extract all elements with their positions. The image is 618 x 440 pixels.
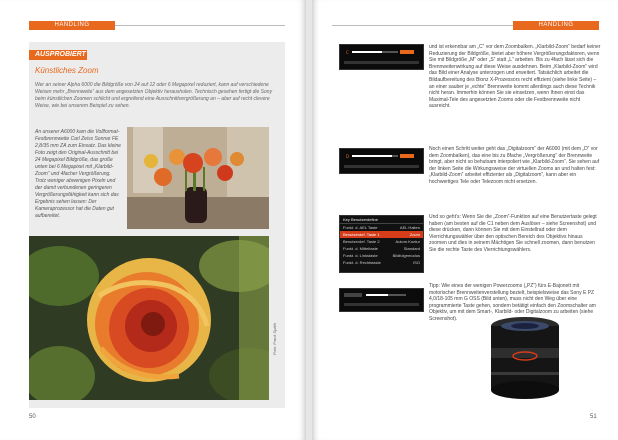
right-page [312,0,618,440]
tip-paragraph: Tipp: Wie eines der wenigen Powerzooms („PZ“) fürs E-Bajonett mit motorischer Brennweitenverstellung bezielt, beispielsweise das Sony E PZ 4,0/18-105 mm G OSS (Bild unten), muss nicht den Weg über eine programmierte Taste gehen, sondern betätigt einfach den Zoomschalter am Objektiv, um mit dem Smart-, Klarbild- oder Digitalzoom zu arbeiten (siehe Screenshot). [429,283,596,322]
headline: Künstliches Zoom [35,66,99,75]
sidebar-text: An unserer A6000 kam die Vollformat-Festbrennweite Carl Zeiss Sonnar FE 2,8/35 mm ZA zum Einsatz. Das kleine Foto zeigt den Original-Ausschnitt bei 24 Megapixel Bildgröße, das große unten bei 6 Megapixel mit „Klarbild-Zoom“ und 4facher Vergrößerung. Trotz weniger abwenigen Pixeln und der damit verbundenen geringeren Vergrößerungsfähigkeit kann sich das Ergebnis sehen lassen: Der Kameraprozessor hat die Daten gut aufbereitet. [35,129,121,219]
menu-row: Funkt. d. AEL Taste AEL Halten [343,225,420,230]
menu-row: Funkt. d. Rechtstaste ISO [343,260,420,265]
menu-title: Key Benutzerdefine [340,216,423,224]
intro-text: Wer an seiner Alpha 6000 die Bildgröße von 24 auf 12 oder 6 Megapixel reduziert, kann auf verschiedene Weisen mehr „Brennweite“ aus dem angesetzten Objektiv herausholen. Technisch gesehen fertigt die Sony beim künstlichen Zoomen schlicht und ergreifend eine Ausschnittvergrößerung an – aber auf recht clevere Weise, wie bei unserem Beispiel zu sehen. [35,82,273,109]
large-rose-photo [29,236,269,400]
rubric-rule [115,25,285,26]
kicker-label: AUSPROBIERT [29,50,87,60]
zoom-bar-screenshot-2 [339,148,424,174]
menu-row: Funkt. d. Linkstaste Bildfolgemodus [343,253,420,258]
svg-text:C: C [346,50,349,55]
small-rose-photo [127,127,269,229]
page-number: 51 [590,414,597,420]
page-number: 50 [29,414,36,420]
section-rubric: HANDLING [29,21,115,30]
rubric-rule [332,25,513,26]
section-rubric: HANDLING [513,21,599,30]
zoom-bar-screenshot-3 [339,288,424,312]
photo-credit: Foto: Frank Späth [272,322,277,355]
menu-row: Funkt. d. Mitteltaste Standard [343,246,420,251]
svg-text:D: D [346,154,350,159]
menu-row-selected: Benutzerdef. Taste 1 Zoom [340,231,423,238]
camera-menu-screenshot [339,215,424,273]
body-paragraph-1: und ist erkennbar am „C“ vor dem Zoombalken. „Klarbild-Zoom“ bedarf keiner Reduzierung der Bildgröße, bietet aber höhere Vergrößerungsfaktoren, wenn Sie mit Bildgröße „M“ oder „S“ statt „L“ arbeiten. Bis zu 4fach lässt sich die Brennweitenwirkung auf diese Weise ausdehnen. Beim „Klarbild-Zoom“ wird das Bild einer Analyse unterzogen und erweitert. Tatsächlich arbeitet die Bildaufbereitung des Bionz X-Prozessors recht effizient (siehe linke Seite) – an einer sauber je „echte“ Brennweite kommt allerdings auch diese Technik nicht heran. Immerhin können Sie sie einsetzen, wenn Ihnen einst das Maximal-Tele des angesetzten Zooms oder die Festbrennweite nicht ausreicht. [429,44,601,110]
body-paragraph-3: Und so geht’s: Wenn Sie die „Zoom“-Funktion auf eine Benutzertaste gelegt haben (am besten auf die C1 neben dem Auslöser – siehe Screenshot) und diese drücken, dann können Sie mit dem Einstellrad oder dem Vierrichtungswähler über den optischen Bereich des Objektivs hinaus zoomen und dies in seinem Mächtigen Sie schnell zoomen, dann benutzen Sie die rechte Taste des Vierrichtungswählers. [429,214,597,253]
lens-photo [487,312,565,408]
menu-row: Benutzerdef. Taste 2 Autom.Kontur [343,239,420,244]
left-page [0,0,306,440]
body-paragraph-2: Noch einen Schritt weiter geht das „Digitalzoom“ der A6000 (mit dem „D“ vor dem Zoombalken), das eine bis zu 8fache „Vergrößerung“ der Brennweite bringt, aber nicht so behutsam interpoliert wie „Klarbild-Zoom“. Sie sehen auf der linken Seite die Wirkungsweise der virtuellen Zooms an und halten fest: „Klarbild-Zoom“ arbeitet effizienter als „Digitalzoom“, kann aber ein hochwertiges Tele oder Telezoom nicht ersetzen. [429,146,600,185]
zoom-bar-screenshot-1 [339,44,424,70]
